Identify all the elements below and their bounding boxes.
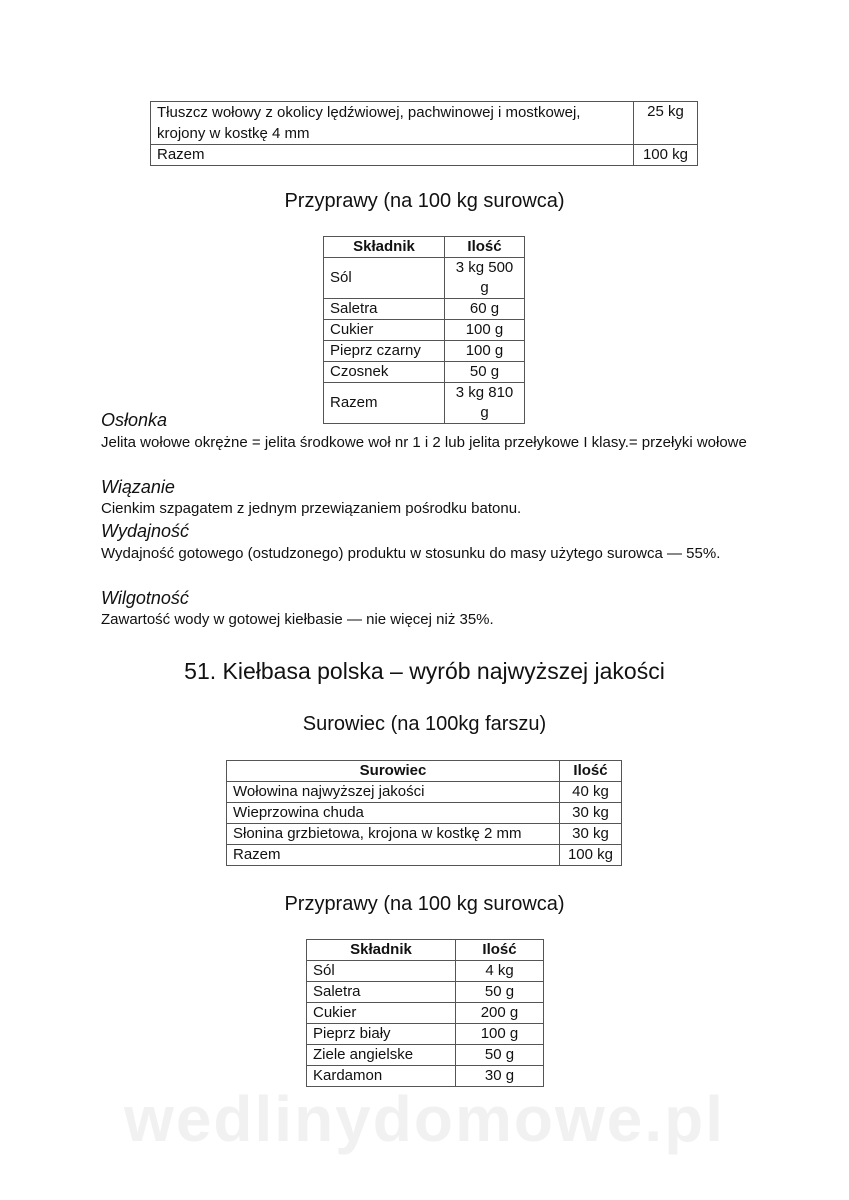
spice-name: Sól [307,961,456,982]
ingredient-name: Tłuszcz wołowy z okolicy lędźwiowej, pachwinowej i mostkowej, krojony w kostkę 4 mm [151,102,634,145]
table-row [307,1045,544,1066]
table-row [324,341,525,362]
spice-name: Pieprz czarny [324,341,445,362]
section-text-wilgotnosc: Zawartość wody w gotowej kiełbasie — nie więcej niż 35%. [101,611,494,628]
raw-name: Wołowina najwyższej jakości [227,782,560,803]
table-row [324,362,525,383]
section-text-oslonka: Jelita wołowe okrężne = jelita środkowe woł nr 1 i 2 lub jelita przełykowe I klasy.= przełyki wołowe [101,434,747,451]
spice-name: Kardamon [307,1066,456,1087]
ingredient-name: Razem [151,145,634,166]
spice-qty: 3 kg 810 g [445,383,525,424]
spice-qty: 50 g [445,362,525,383]
table-row [307,982,544,1003]
table-row [324,320,525,341]
table-header-row [324,237,525,258]
table-row [307,1024,544,1045]
column-header: Składnik [324,237,445,258]
raw-materials-heading: Surowiec (na 100kg farszu) [302,713,547,735]
table-row [227,782,622,803]
spice-qty: 100 g [445,320,525,341]
spices-table-2 [306,939,544,1087]
raw-qty: 40 kg [560,782,622,803]
spices-heading-1: Przyprawy (na 100 kg surowca) [284,190,565,212]
spice-qty: 100 g [456,1024,544,1045]
section-title-oslonka: Osłonka [101,410,168,430]
table-row [324,383,525,424]
spice-name: Sól [324,258,445,299]
table-row [151,102,698,145]
column-header: Surowiec [227,761,560,782]
spice-name: Cukier [324,320,445,341]
spice-qty: 50 g [456,982,544,1003]
spice-qty: 3 kg 500 g [445,258,525,299]
ingredient-qty: 25 kg [634,102,698,145]
column-header: Ilość [445,237,525,258]
section-title-wiazanie: Wiązanie [101,477,175,497]
spice-name: Saletra [307,982,456,1003]
table-row [151,145,698,166]
table-header-row [307,940,544,961]
table-row [227,803,622,824]
spice-qty: 100 g [445,341,525,362]
spice-name: Czosnek [324,362,445,383]
recipe-title: 51. Kiełbasa polska – wyrób najwyższej jakości [184,658,665,684]
spice-qty: 60 g [445,299,525,320]
table-row [307,961,544,982]
watermark: wedlinydomowe.pl [124,1083,725,1155]
raw-name: Wieprzowina chuda [227,803,560,824]
column-header: Ilość [560,761,622,782]
spice-qty: 200 g [456,1003,544,1024]
spices-heading-2: Przyprawy (na 100 kg surowca) [284,893,565,915]
spice-name: Razem [324,383,445,424]
spice-qty: 50 g [456,1045,544,1066]
table-row [227,845,622,866]
spice-name: Saletra [324,299,445,320]
spice-name: Pieprz biały [307,1024,456,1045]
raw-qty: 30 kg [560,803,622,824]
spice-name: Cukier [307,1003,456,1024]
raw-name: Razem [227,845,560,866]
raw-qty: 30 kg [560,824,622,845]
table-row [324,258,525,299]
section-text-wydajnosc: Wydajność gotowego (ostudzonego) produktu w stosunku do masy użytego surowca — 55%. [101,545,721,562]
raw-materials-table [226,760,622,866]
table-row [307,1003,544,1024]
column-header: Ilość [456,940,544,961]
table-header-row [227,761,622,782]
spice-name: Ziele angielske [307,1045,456,1066]
raw-name: Słonina grzbietowa, krojona w kostkę 2 mm [227,824,560,845]
top-ingredients-table [150,101,698,166]
spices-table-1 [323,236,525,424]
spice-qty: 30 g [456,1066,544,1087]
table-row [324,299,525,320]
section-title-wydajnosc: Wydajność [101,521,190,541]
column-header: Składnik [307,940,456,961]
raw-qty: 100 kg [560,845,622,866]
section-text-wiazanie: Cienkim szpagatem z jednym przewiązaniem pośrodku batonu. [101,500,522,517]
section-title-wilgotnosc: Wilgotność [101,588,189,608]
spice-qty: 4 kg [456,961,544,982]
ingredient-qty: 100 kg [634,145,698,166]
table-row [227,824,622,845]
